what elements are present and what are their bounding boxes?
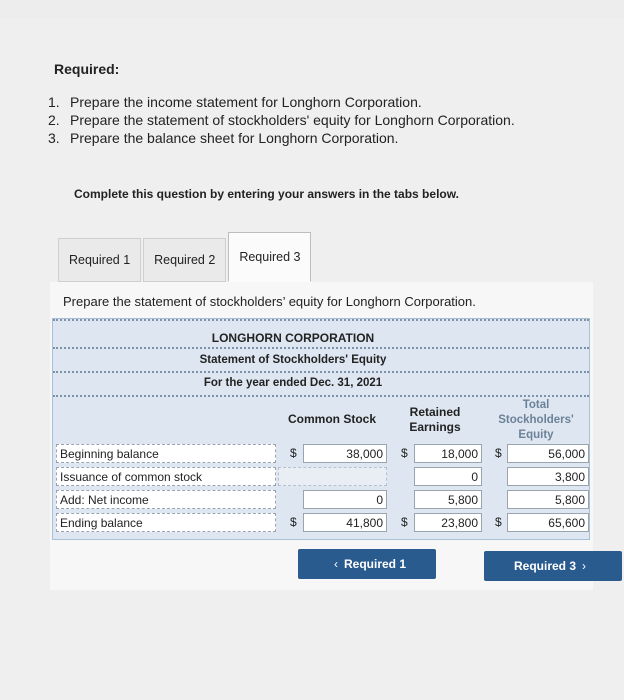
requirement-item: 3. Prepare the balance sheet for Longhorn Corporation. xyxy=(48,130,399,146)
currency-symbol: $ xyxy=(290,446,297,460)
next-button-required-3[interactable]: Required 3 › xyxy=(484,551,622,581)
cell-common-stock-beginning[interactable]: 38,000 xyxy=(303,444,387,463)
requirement-item: 1. Prepare the income statement for Longhorn Corporation. xyxy=(48,94,422,110)
divider xyxy=(53,395,589,397)
chevron-left-icon: ‹ xyxy=(333,557,338,571)
instructions-note: Complete this question by entering your answers in the tabs below. xyxy=(74,187,459,201)
row-label-beginning-balance: Beginning balance xyxy=(56,444,276,463)
statement-title: Statement of Stockholders' Equity xyxy=(199,354,387,366)
cell-total-equity-ending[interactable]: 65,600 xyxy=(507,513,589,532)
chevron-right-icon: › xyxy=(582,559,586,573)
cell-retained-earnings-ending[interactable]: 23,800 xyxy=(414,513,482,532)
cell-total-equity-beginning[interactable]: 56,000 xyxy=(507,444,589,463)
header-common-stock: Common Stock xyxy=(287,412,376,426)
header-total-equity: Total Stockholders' Equity xyxy=(498,399,574,441)
prev-button-required-1[interactable]: ‹ Required 1 xyxy=(298,549,436,579)
cell-total-equity-issuance[interactable]: 3,800 xyxy=(507,467,589,486)
divider xyxy=(53,347,589,349)
tab-bar xyxy=(58,232,313,282)
statement-period: For the year ended Dec. 31, 2021 xyxy=(203,377,383,389)
currency-symbol: $ xyxy=(401,446,408,460)
cell-common-stock-net-income[interactable]: 0 xyxy=(303,490,387,509)
currency-symbol: $ xyxy=(401,515,408,529)
cell-retained-earnings-beginning[interactable]: 18,000 xyxy=(414,444,482,463)
cell-retained-earnings-issuance[interactable]: 0 xyxy=(414,467,482,486)
cell-total-equity-net-income[interactable]: 5,800 xyxy=(507,490,589,509)
row-label-issuance-common-stock: Issuance of common stock xyxy=(56,467,276,486)
currency-symbol: $ xyxy=(495,515,502,529)
tab-required-2[interactable]: Required 2 xyxy=(143,238,226,282)
divider xyxy=(53,371,589,373)
row-label-ending-balance: Ending balance xyxy=(56,513,276,532)
tab-required-3[interactable]: Required 3 xyxy=(228,232,311,282)
panel-instruction: Prepare the statement of stockholders’ equity for Longhorn Corporation. xyxy=(63,294,476,309)
cell-common-stock-issuance[interactable] xyxy=(278,467,387,486)
requirements-list xyxy=(48,93,515,147)
company-name: LONGHORN CORPORATION xyxy=(211,331,375,345)
required-heading: Required: xyxy=(54,61,120,77)
currency-symbol: $ xyxy=(495,446,502,460)
row-label-net-income: Add: Net income xyxy=(56,490,276,509)
currency-symbol: $ xyxy=(290,515,297,529)
header-retained-earnings: Retained Earnings xyxy=(409,405,461,434)
tab-required-1[interactable]: Required 1 xyxy=(58,238,141,282)
divider xyxy=(53,319,589,321)
cell-common-stock-ending[interactable]: 41,800 xyxy=(303,513,387,532)
top-band xyxy=(0,0,624,19)
requirement-item: 2. Prepare the statement of stockholders' equity for Longhorn Corporation. xyxy=(48,112,515,128)
cell-retained-earnings-net-income[interactable]: 5,800 xyxy=(414,490,482,509)
